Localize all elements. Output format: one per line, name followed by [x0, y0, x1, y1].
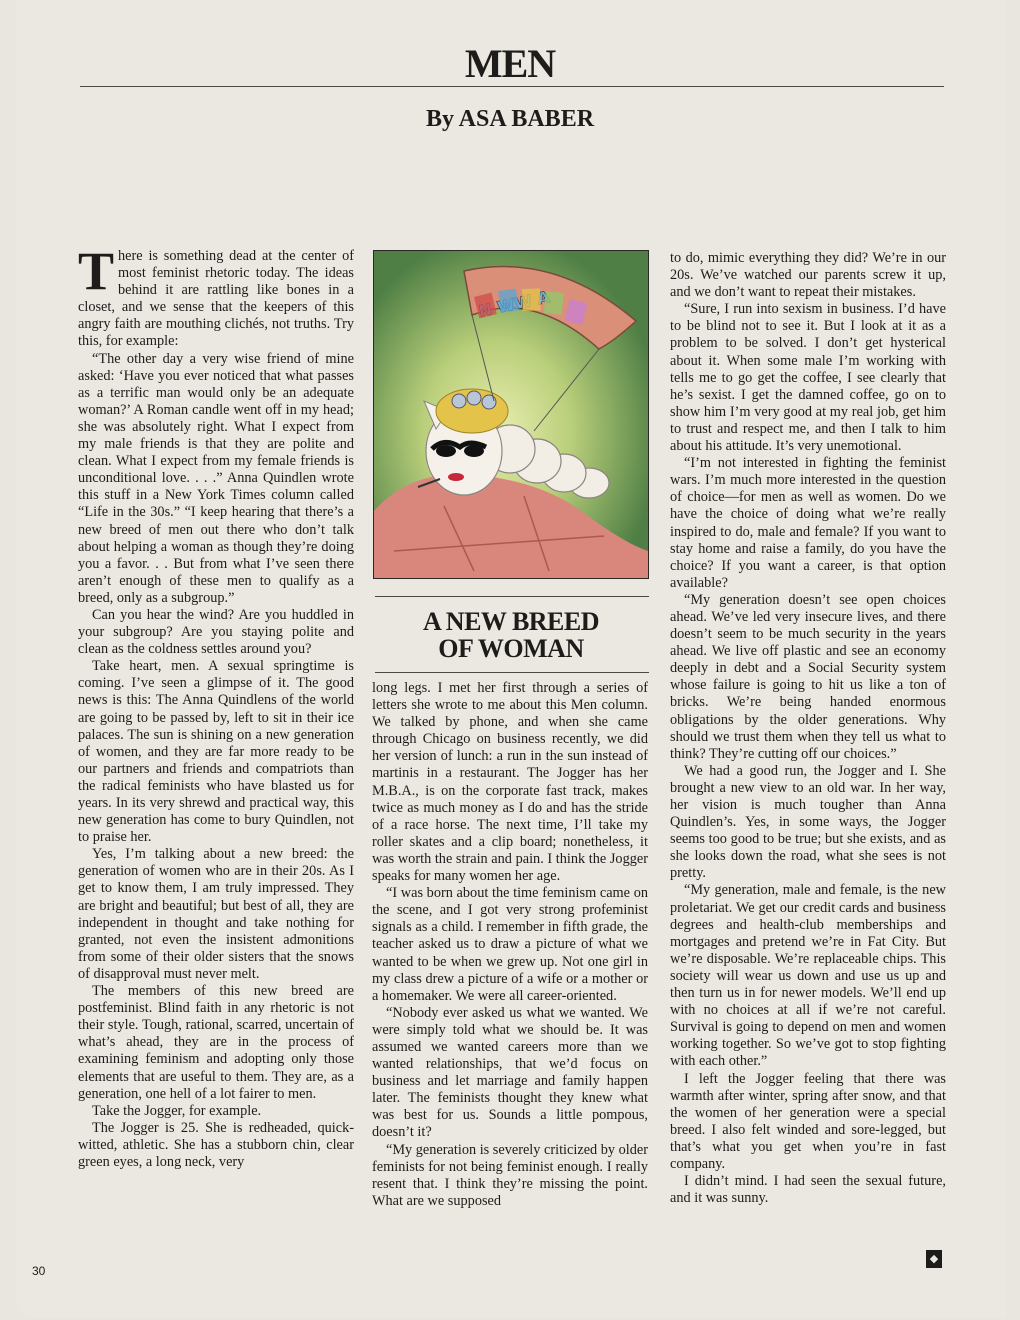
headline-line-1: A NEW BREED [422, 607, 600, 636]
paragraph: Take heart, men. A sexual springtime is coming. I’ve seen a glimpse of it. The good news is this: The Anna Quindlens of the world are going to be passed by, left to sit in their ice palaces. The sun is shining on a new generation of women, and they are far more ready to be our partners and friends and compatriots than the radical feminists who have blasted us for years. In its very shrewd and practical way, this new generation has come to bury Quindlen, not to praise her. [78, 658, 354, 846]
paragraph: I left the Jogger feeling that there was warmth after winter, spring after snow, and that the women of her generation were a special breed. I also felt winded and sore-legged, but that’s what you get when you’re in fast company. [670, 1070, 946, 1172]
paragraph: The members of this new breed are postfeminist. Blind faith in any rhetoric is not their style. Tough, rational, scarred, uncertain of what’s ahead, they are in the process of examining feminism and adopting only those elements that are useful to them. They are, as a generation, one hell of a lot fairer to men. [78, 983, 354, 1102]
paragraph: We had a good run, the Jogger and I. She brought a new view to an old war. In her way, her vision is much tougher than Anna Quindlen’s. Yes, in some ways, the Jogger seems too good to be true; but she exists, and as she looks down the road, what she sees is not pretty. [670, 762, 946, 882]
paragraph: “My generation, male and female, is the new proletariat. We get our credit cards and business degrees and health-club memberships and mortgages and pretend we’re in Fat City. But we’re disposable. We’re replaceable chips. This society will wear us down and use us up and then turn us in for newer models. We’ll end up with no choices at all if we’re not careful. Survival is going to depend on men and women working together. So we’ve got to stop fighting with each other.” [670, 882, 946, 1070]
title-rule [80, 86, 944, 87]
rabbit-end-mark-icon: ◆ [926, 1250, 942, 1268]
paragraph: I didn’t mind. I had seen the sexual future, and it was sunny. [670, 1173, 946, 1207]
headline-line-2: OF WOMAN [438, 634, 584, 663]
byline: By ASA BABER [425, 106, 595, 132]
column-1 [78, 241, 354, 1171]
column-3 [670, 250, 946, 1207]
paragraph: The Jogger is 25. She is redheaded, quick-witted, athletic. She has a stubborn chin, clear green eyes, a long neck, very [78, 1119, 354, 1170]
column-2 [372, 680, 648, 1210]
section-title: MEN [464, 41, 556, 86]
paragraph: Take the Jogger, for example. [92, 1102, 262, 1119]
paragraph: “My generation doesn’t see open choices ahead. We’ve led very insecure lives, and there doesn’t seem to be much security in the years ahead. We live off plastic and see an economy deeply in debt and a Social Security system whose failure is going to hit us like a ton of bricks. We’re being handed enormous obligations by the older generations. Why should we trust them when they tell us what to think? They’re cutting off our choices.” [670, 591, 946, 762]
paragraph: to do, mimic everything they did? We’re in our 20s. We’ve watched our parents screw it up, and we don’t want to repeat their mistakes. [670, 250, 946, 301]
paragraph: “My generation is severely criticized by older feminists for not being feminist enough. I really resent that. I think they’re missing the point. What are we supposed [372, 1141, 649, 1209]
drop-cap: T [78, 241, 115, 301]
banner-text: A [535, 287, 552, 309]
paragraph [78, 241, 354, 351]
paragraph: “Nobody ever asked us what we wanted. We were simply told what we should be. It was assumed we wanted careers more than we wanted relationships, that we’d focus on business and let marriage and family happen later. The feminists thought they knew what was best for us. Sounds a little pompous, doesn’t it? [372, 1004, 648, 1141]
paragraph: Yes, I’m talking about a new breed: the generation of women who are in their 20s. As I get to know them, I am truly impressed. They are bright and beautiful; but best of all, they are independent in thought and take nothing for granted, not even the insistent admonitions from some of their older sisters that the snows of disapproval must never melt. [78, 846, 354, 982]
paragraph: long legs. I met her first through a series of letters she wrote to me about this Men column. We talked by phone, and when she came through Chicago on business recently, we did her version of lunch: a run in the sun instead of martinis in a restaurant. The Jogger has her M.B.A., is on the corporate fast track, makes twice as much money as I do and has the stride of a race horse. The next time, I’ll take my roller skates and a clip board; nonetheless, it was worth the strain and pain. I think the Jogger speaks for many women her age. [372, 680, 648, 885]
paragraph: Can you hear the wind? Are you huddled in your subgroup? Are you staying polite and clean as the coldness settles around you? [78, 606, 354, 658]
paragraph-text: here is something dead at the center of most feminist rhetoric today. The ideas behind it are rattling like bones in a closet, and we sense that the keepers of this angry faith are mouthing clichés, not truths. Try this, for example: [78, 248, 354, 350]
paragraph: “I was born about the time feminism came on the scene, and I got very strong profeminist signals as a child. I remember in fifth grade, the teacher asked us to draw a picture of what we wanted to be when we grew up. Not one girl in my class drew a picture of a wife or a mother or a homemaker. We were all career-oriented. [372, 885, 648, 1004]
paragraph: “I’m not interested in fighting the feminist wars. I’m much more interested in the question of choice—for men as well as women. Do we have the choice of doing what we’re really inspired to do, male and female? If you want to stay home and raise a family, do you have the choice? If you want a career, is that option available? [670, 455, 946, 591]
page-number: 30 [32, 1264, 46, 1278]
paragraph: “The other day a very wise friend of mine asked: ‘Have you ever noticed that what passes as a terrific man would only be an adequate woman?’ A Roman candle went off in my head; she was absolutely right. What I expect from my male friends is that they are polite and clean. What I expect from my female friends is unconditional love. . . .” Anna Quindlen wrote this stuff in a New York Times column called “Life in the 30s.” “I keep hearing that there’s a new breed of men out there who don’t talk about helping a woman as though they’re doing you a favor. . . But from what I’ve seen there aren’t enough of these men to qualify as a breed, only as a subgroup.” [78, 350, 354, 606]
article-headline [372, 608, 650, 662]
paragraph: “Sure, I run into sexism in business. I’d have to be blind not to see it. But I look at it as a problem to be solved. I don’t get hysterical about it. When some male I’m working with tells me to go get the coffee, I see clearly that he’s sexist. I get the damned coffee, go on to show him I’m very good at my real job, get him to trust and respect me, and then I talk to him about his attitude. It’s very unemotional. [670, 301, 946, 455]
headline-rule-bottom [375, 672, 649, 673]
headline-rule-top [375, 596, 649, 597]
caterpillar-illustration [373, 250, 649, 579]
